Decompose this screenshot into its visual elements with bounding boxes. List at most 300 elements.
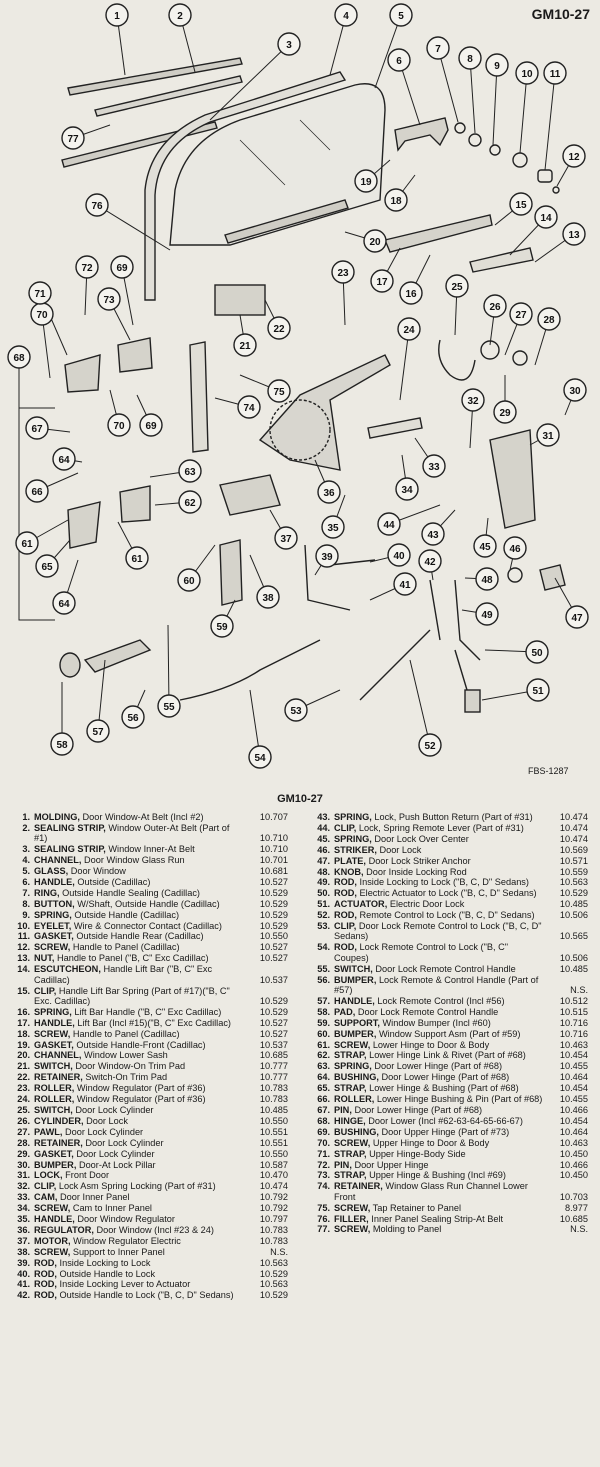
parts-list-entry (8, 1127, 288, 1137)
callout-number: 11 (549, 69, 561, 80)
parts-list-entry (8, 1149, 288, 1159)
part-detail: Window Lower Sash (84, 1050, 168, 1061)
part-name: STRAP, (334, 1083, 367, 1094)
part-name: ROD, (34, 1279, 57, 1290)
part-group-code: 10.485 (259, 1104, 288, 1115)
parts-list-entry (308, 1007, 588, 1017)
part-detail: Molding to Panel (372, 1224, 442, 1235)
parts-list-entry (308, 1105, 588, 1115)
part-name: ROD, (334, 910, 357, 921)
part-description (34, 1149, 244, 1159)
part-group-code: 10.685 (259, 1050, 288, 1061)
part-description (334, 964, 544, 974)
callout-number: 61 (131, 554, 143, 565)
callout-52 (419, 734, 441, 756)
parts-list-entry (308, 877, 588, 887)
part-name: ROD, (34, 1257, 57, 1268)
callout-number: 61 (21, 539, 33, 550)
part-description (34, 888, 244, 898)
callout-leader (520, 73, 527, 153)
callout-number: 3 (286, 40, 292, 51)
part-number: 26. (17, 1115, 30, 1126)
part-name: STRIKER, (334, 844, 377, 855)
part-group-code: 10.527 (259, 942, 288, 953)
part-detail: Door Lock Cylinder (76, 1148, 155, 1159)
part-name: GLASS, (34, 866, 69, 877)
part-number: 8. (22, 898, 30, 909)
part-name: SCREW, (34, 1246, 71, 1257)
parts-list-entry (308, 899, 588, 909)
callout-34 (396, 478, 418, 500)
part-detail: Door Lock Over Center (374, 833, 469, 844)
callout-38 (257, 586, 279, 608)
parts-list-entry (8, 931, 288, 941)
parts-list-entry (308, 1072, 588, 1082)
part-name: RETAINER, (34, 1072, 83, 1083)
part-group-code: 10.463 (559, 1039, 588, 1050)
part-description (34, 953, 244, 963)
callout-64 (53, 592, 75, 614)
part-name: FILLER, (334, 1213, 369, 1224)
part-description (334, 856, 544, 866)
parts-list-entry (8, 866, 288, 876)
callout-number: 12 (568, 152, 580, 163)
callout-69 (140, 414, 162, 436)
callout-number: 70 (36, 310, 48, 321)
part-group-code: 10.506 (559, 910, 588, 921)
part-group-code: 10.563 (559, 877, 588, 888)
part-name: MOLDING, (34, 812, 80, 822)
part-description (334, 1170, 544, 1180)
part-number: 46. (317, 844, 330, 855)
parts-list-entry (8, 1247, 288, 1257)
callout-43 (422, 523, 444, 545)
electric-door-lock-actuator (465, 690, 480, 712)
callout-number: 72 (81, 263, 93, 274)
part-description (34, 1192, 244, 1202)
part-number: 7. (22, 887, 30, 898)
part-description (334, 975, 544, 996)
parts-list-entry (308, 867, 588, 877)
part-name: CHANNEL, (34, 1050, 82, 1061)
callout-62 (179, 491, 201, 513)
part-group-code: 10.485 (559, 963, 588, 974)
part-description (334, 1061, 544, 1071)
part-group-code: 10.529 (259, 887, 288, 898)
callout-17 (371, 270, 393, 292)
parts-list-entry (8, 812, 288, 822)
part-detail: Door Lower Hinge (Part of #68) (381, 1072, 510, 1083)
parts-list-entry (8, 964, 288, 985)
figure-code: FBS-1287 (528, 766, 569, 776)
part-description (34, 942, 244, 952)
part-group-code: 10.685 (559, 1213, 588, 1224)
parts-list-entry (308, 996, 588, 1006)
callout-46 (504, 537, 526, 559)
part-group-code: 10.512 (559, 995, 588, 1006)
page-code: GM10-27 (531, 6, 590, 22)
callout-61 (126, 547, 148, 569)
callout-76 (86, 194, 108, 216)
callout-45 (474, 535, 496, 557)
callout-18 (385, 189, 407, 211)
part-number: 37. (17, 1235, 30, 1246)
parts-list-entry (308, 1094, 588, 1104)
part-description (34, 1160, 244, 1170)
part-number: 68. (317, 1115, 330, 1126)
callout-number: 31 (542, 431, 554, 442)
part-description (334, 1040, 544, 1050)
callout-31 (537, 424, 559, 446)
parts-list-entry (8, 942, 288, 952)
part-number: 73. (317, 1170, 330, 1181)
parts-list-entry (8, 1181, 288, 1191)
callout-number: 55 (163, 702, 175, 713)
part-number: 51. (317, 899, 330, 910)
parts-list-entry (8, 1094, 288, 1104)
part-description (334, 1203, 544, 1213)
part-group-code: 10.681 (259, 866, 288, 877)
upper-hinge-strap (118, 338, 152, 372)
part-group-code: 10.454 (559, 1050, 588, 1061)
callout-number: 19 (360, 177, 372, 188)
part-description (334, 1029, 544, 1039)
part-detail: Electric Door Lock (389, 899, 465, 910)
part-description (34, 931, 244, 941)
part-detail: Outside Handle (Cadillac) (74, 909, 180, 920)
part-number: 10. (17, 920, 30, 931)
callout-leader (168, 625, 169, 706)
part-detail: Window Regulator (Part of #36) (76, 1083, 206, 1094)
part-number: 55. (317, 963, 330, 974)
parts-list-entry (8, 1258, 288, 1268)
parts-list-entry (308, 1029, 588, 1039)
callout-number: 26 (489, 302, 501, 313)
part-detail: Door Window Regulator (77, 1214, 175, 1225)
callout-number: 39 (321, 552, 333, 563)
part-description (334, 1149, 544, 1159)
callout-number: 21 (239, 341, 251, 352)
callout-number: 15 (515, 200, 527, 211)
part-description (334, 1160, 544, 1170)
callout-50 (526, 641, 548, 663)
part-number: 19. (17, 1039, 30, 1050)
part-number: 39. (17, 1257, 30, 1268)
parts-list-entry (8, 888, 288, 898)
callout-number: 64 (58, 455, 70, 466)
callout-48 (476, 568, 498, 590)
callout-1 (106, 4, 128, 26)
lock-rod-sedan (430, 580, 440, 640)
callout-60 (178, 569, 200, 591)
part-name: ESCUTCHEON, (34, 964, 101, 975)
part-detail: Door Lower (Incl #62-63-64-65-66-67) (368, 1115, 523, 1126)
part-name: SCREW, (334, 1202, 371, 1213)
callout-9 (486, 54, 508, 76)
part-description (334, 996, 544, 1006)
part-number: 41. (17, 1279, 30, 1290)
part-detail: Door Window (Incl #23 & 24) (96, 1224, 214, 1235)
callout-number: 35 (327, 523, 339, 534)
callout-36 (318, 481, 340, 503)
upper-hinge (65, 355, 100, 392)
part-group-code: 10.529 (259, 995, 288, 1006)
part-description (34, 812, 244, 822)
part-group-code: 10.529 (259, 920, 288, 931)
part-description (34, 1181, 244, 1191)
part-group-code: 10.587 (259, 1159, 288, 1170)
part-number: 28. (17, 1137, 30, 1148)
part-description (334, 1083, 544, 1093)
part-number: 17. (17, 1017, 30, 1028)
lower-hinge-strap (120, 486, 150, 522)
callout-15 (510, 193, 532, 215)
callout-8 (459, 47, 481, 69)
part-name: CLIP, (34, 1181, 57, 1192)
callout-number: 4 (343, 11, 349, 22)
callout-56 (122, 706, 144, 728)
part-detail: Lock Remote Control to Lock ("B, C" Coupes) (334, 942, 509, 963)
callout-number: 58 (56, 740, 68, 751)
part-detail: Door-At Lock Pillar (78, 1159, 156, 1170)
part-group-code: 10.783 (259, 1224, 288, 1235)
part-detail: Inside Locking to Lock (59, 1257, 151, 1268)
part-group-code: 10.506 (559, 952, 588, 963)
callout-63 (179, 460, 201, 482)
part-detail: Door Window (70, 866, 126, 877)
callout-number: 18 (390, 196, 402, 207)
callout-5 (390, 4, 412, 26)
part-name: ROD, (34, 1290, 57, 1301)
part-group-code: 10.464 (559, 1072, 588, 1083)
part-detail: Outside Handle Sealing (Cadillac) (62, 887, 200, 898)
callout-19 (355, 170, 377, 192)
callout-number: 8 (467, 54, 473, 65)
parts-list-left-column (8, 812, 288, 1301)
part-name: GASKET, (34, 1148, 74, 1159)
part-detail: Window Regulator (Part of #36) (76, 1094, 206, 1105)
part-description (334, 921, 544, 942)
parts-list-entry (308, 1050, 588, 1060)
callout-number: 69 (145, 421, 157, 432)
part-group-code: 10.515 (559, 1006, 588, 1017)
parts-list-entry (8, 1072, 288, 1082)
callout-number: 40 (393, 551, 405, 562)
callout-69 (111, 256, 133, 278)
callout-number: 34 (401, 485, 413, 496)
part-name: ROLLER, (334, 1094, 375, 1105)
part-number: 59. (317, 1017, 330, 1028)
part-number: 67. (317, 1104, 330, 1115)
part-name: RETAINER, (34, 1137, 83, 1148)
part-description (34, 1061, 244, 1071)
callout-44 (378, 513, 400, 535)
part-number: 75. (317, 1202, 330, 1213)
part-description (334, 888, 544, 898)
part-group-code: 10.529 (259, 1006, 288, 1017)
callout-68 (8, 346, 30, 368)
part-description (334, 899, 544, 909)
part-description (34, 1258, 244, 1268)
callout-number: 27 (515, 310, 527, 321)
callout-49 (476, 603, 498, 625)
part-group-code: 10.529 (259, 909, 288, 920)
callout-number: 9 (494, 61, 500, 72)
part-name: ACTUATOR, (334, 899, 388, 910)
part-detail: Door Inside Locking Rod (366, 866, 467, 877)
callout-10 (516, 62, 538, 84)
parts-list-entry (308, 1018, 588, 1028)
callout-number: 54 (254, 753, 266, 764)
part-name: STRAP, (334, 1170, 367, 1181)
callout-number: 28 (543, 315, 555, 326)
part-group-code: 10.450 (559, 1148, 588, 1159)
callout-number: 7 (435, 44, 441, 55)
callout-number: 52 (424, 741, 436, 752)
part-description (34, 1116, 244, 1126)
part-name: LOCK, (34, 1170, 63, 1181)
part-detail: Outside Handle-Front (Cadillac) (76, 1039, 206, 1050)
callout-21 (234, 334, 256, 356)
part-number: 50. (317, 888, 330, 899)
callout-number: 25 (451, 282, 463, 293)
parts-list-entry (308, 834, 588, 844)
callout-number: 73 (103, 295, 115, 306)
callout-number: 56 (127, 713, 139, 724)
door-lock-striker-plate (540, 565, 565, 590)
part-detail: Door Window-At Belt (Incl #2) (82, 812, 204, 822)
callout-number: 30 (569, 386, 581, 397)
callout-number: 36 (323, 488, 335, 499)
part-description (334, 942, 544, 963)
callout-37 (275, 527, 297, 549)
part-group-code: 10.710 (259, 833, 288, 844)
callout-number: 64 (58, 599, 70, 610)
part-detail: Window Support Asm (Part of #59) (378, 1028, 521, 1039)
part-name: SCREW, (34, 1028, 71, 1039)
part-name: SPRING, (334, 833, 372, 844)
part-description (34, 1203, 244, 1213)
part-name: SUPPORT, (334, 1017, 380, 1028)
part-number: 53. (317, 921, 330, 932)
part-name: SWITCH, (334, 963, 373, 974)
part-detail: Lock, Push Button Return (Part of #31) (374, 812, 533, 822)
part-description (34, 1138, 244, 1148)
part-name: PLATE, (334, 855, 366, 866)
part-description (34, 1236, 244, 1246)
part-group-code: 10.527 (259, 1017, 288, 1028)
callout-number: 59 (216, 622, 228, 633)
part-detail: Door Window Glass Run (84, 855, 185, 866)
part-detail: Door Lock Remote Control Handle (375, 963, 516, 974)
part-detail: Handle to Panel ("B, C" Exc Cadillac) (56, 953, 209, 964)
part-name: ROD, (334, 877, 357, 888)
part-name: ROLLER, (34, 1094, 75, 1105)
part-number: 40. (17, 1268, 30, 1279)
part-group-code: 10.527 (259, 1028, 288, 1039)
part-name: SPRING, (34, 909, 72, 920)
callout-number: 6 (396, 56, 402, 67)
part-description (334, 1007, 544, 1017)
part-detail: Outside Handle to Lock (59, 1268, 156, 1279)
part-description (34, 1050, 244, 1060)
parts-list-entry (308, 1203, 588, 1213)
part-name: PIN, (334, 1159, 352, 1170)
part-group-code: 10.792 (259, 1203, 288, 1214)
part-description (334, 823, 544, 833)
parts-list-entry (8, 953, 288, 963)
callout-number: 16 (405, 289, 417, 300)
part-detail: Lock, Spring Remote Lever (Part of #31) (358, 822, 524, 833)
callout-20 (364, 230, 386, 252)
part-detail: Door Lower Hinge (Part of #68) (354, 1104, 483, 1115)
part-description (334, 1105, 544, 1115)
part-number: 71. (317, 1148, 330, 1159)
callout-number: 51 (532, 686, 544, 697)
callout-number: 63 (184, 467, 196, 478)
callout-54 (249, 746, 271, 768)
part-name: SWITCH, (34, 1104, 73, 1115)
part-detail: Handle Lift Bar Spring (Part of #17)("B, C" Exc. Cadillac) (34, 985, 230, 1006)
part-number: 3. (22, 844, 30, 855)
part-detail: Outside Handle Rear (Cadillac) (76, 931, 204, 942)
part-name: BUSHING, (334, 1126, 379, 1137)
part-name: SCREW, (334, 1137, 371, 1148)
part-detail: Handle to Panel (Cadillac) (72, 1028, 180, 1039)
part-detail: Window Outer-At Belt (Part of #1) (34, 822, 230, 844)
part-number: 24. (17, 1094, 30, 1105)
part-number: 56. (317, 974, 330, 985)
regulator-motor (220, 475, 280, 515)
parts-list-entry (308, 823, 588, 833)
part-detail: Lift Bar Handle ("B, C" Exc Cadillac) (74, 1006, 222, 1017)
callout-number: 70 (113, 421, 125, 432)
parts-list-entry (8, 823, 288, 844)
part-name: BUMPER, (334, 974, 377, 985)
callout-51 (527, 679, 549, 701)
part-group-code: 10.463 (559, 1137, 588, 1148)
remote-control-pad (60, 653, 80, 677)
part-number: 30. (17, 1159, 30, 1170)
part-detail: Window Glass Run Channel Lower Front (334, 1181, 528, 1202)
parts-list-entry (308, 1116, 588, 1126)
callout-number: 41 (399, 580, 411, 591)
part-group-code: 10.466 (559, 1104, 588, 1115)
part-group-code: 10.797 (259, 1214, 288, 1225)
part-description (34, 910, 244, 920)
part-number: 32. (17, 1181, 30, 1192)
parts-list-entry (8, 1105, 288, 1115)
part-number: 49. (317, 877, 330, 888)
part-description (34, 1105, 244, 1115)
part-description (334, 834, 544, 844)
part-description (34, 1072, 244, 1082)
callout-41 (394, 573, 416, 595)
parts-list-entry (308, 1160, 588, 1170)
parts-list-entry (8, 1029, 288, 1039)
part-name: CHANNEL, (34, 855, 82, 866)
part-number: 57. (317, 995, 330, 1006)
part-detail: Inner Panel Sealing Strip-At Belt (371, 1213, 504, 1224)
part-group-code: 8.977 (565, 1202, 588, 1213)
callout-14 (535, 206, 557, 228)
part-name: CAM, (34, 1192, 58, 1203)
part-number: 18. (17, 1028, 30, 1039)
part-name: SPRING, (334, 812, 372, 822)
callout-number: 29 (499, 408, 511, 419)
part-group-code: 10.703 (559, 1191, 588, 1202)
part-detail: Window Inner-At Belt (108, 844, 195, 855)
